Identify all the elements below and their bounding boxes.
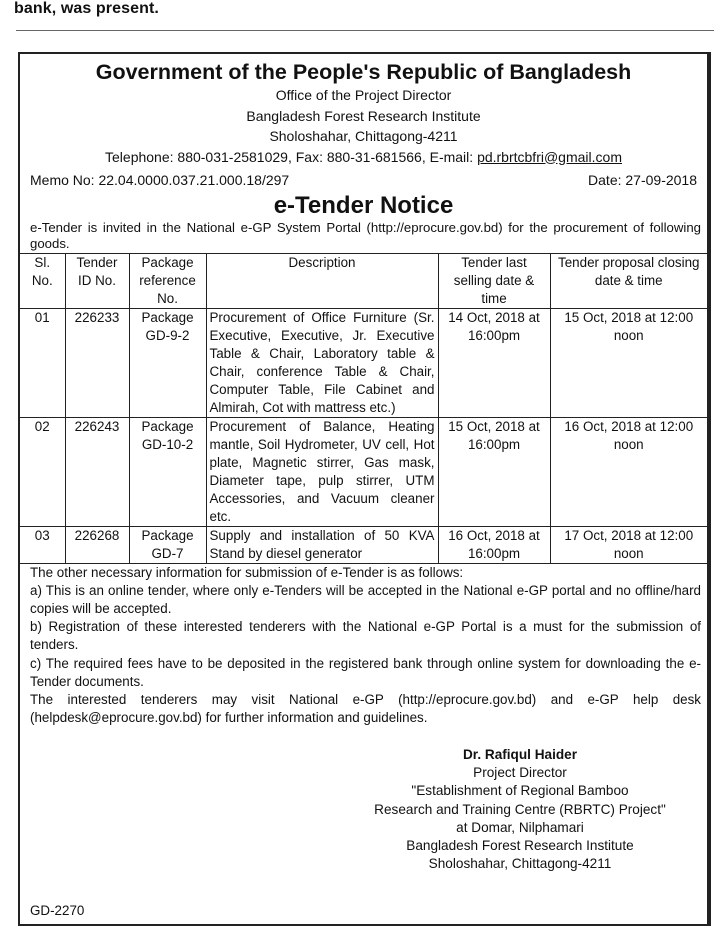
col-header-package: Package reference No.: [129, 253, 206, 308]
notice-title: e-Tender Notice: [273, 191, 454, 219]
memo-row: [20, 170, 707, 190]
col-header-sl: Sl. No.: [20, 253, 65, 308]
gd-number: GD-2270: [30, 903, 85, 918]
table-row: [20, 417, 707, 526]
cell-sl: 01: [20, 308, 65, 417]
office-line: Office of the Project Director: [275, 87, 452, 103]
col-header-tender-id: Tender ID No.: [65, 253, 129, 308]
cell-package: Package GD-10-2: [129, 417, 206, 526]
contact-numbers: Telephone: 880-031-2581029, Fax: 880-31-681566, E-mail:: [105, 148, 478, 165]
cell-sl: 03: [20, 526, 65, 563]
table-row: [20, 308, 707, 417]
contact-line: [20, 147, 707, 168]
col-header-closing-date: Tender proposal closing date & time: [550, 253, 707, 308]
col-header-description: Description: [206, 253, 438, 308]
cell-tender-id: 226268: [65, 526, 129, 563]
intro-text: e-Tender is invited in the National e-GP System Portal (http://eprocure.gov.bd) for the procurement of following goods.: [30, 219, 701, 251]
cell-package: Package GD-9-2: [129, 308, 206, 417]
institute-line: Bangladesh Forest Research Institute: [246, 107, 481, 124]
info-item-b: b) Registration of these interested tenderers with the National e-GP Portal is a must for the submission of tenders.: [30, 619, 701, 653]
project-name-line2: Research and Training Centre (RBRTC) Project": [374, 801, 666, 817]
signatory-institute: Bangladesh Forest Research Institute: [406, 838, 634, 854]
government-title: Government of the People's Republic of Bangladesh: [95, 60, 632, 84]
project-location: at Domar, Nilphamari: [456, 819, 584, 835]
cell-tender-id: 226233: [65, 308, 129, 417]
cell-closing-date: 16 Oct, 2018 at 12:00 noon: [550, 417, 707, 526]
cell-description: Procurement of Office Furniture (Sr. Executive, Executive, Jr. Executive Table & Chair, Laboratory table & Chair, conference Table & Chair, Computer Table, File Cabinet and Almirah, Cot with mattress etc.): [206, 308, 438, 417]
cell-tender-id: 226243: [65, 417, 129, 526]
address-line: Sholoshahar, Chittagong-4211: [269, 128, 458, 144]
cell-package: Package GD-7: [129, 526, 206, 563]
email-link[interactable]: pd.rbrtcbfri@gmail.com: [477, 148, 622, 165]
previous-article-snippet: bank, was present.: [14, 0, 159, 17]
info-lead: The other necessary information for submission of e-Tender is as follows:: [30, 564, 464, 580]
cell-closing-date: 17 Oct, 2018 at 12:00 noon: [550, 526, 707, 563]
notice-header: [20, 59, 707, 168]
submission-info: [20, 564, 707, 728]
signatory-designation: Project Director: [473, 765, 567, 781]
cell-sl: 02: [20, 417, 65, 526]
cell-description: Supply and installation of 50 KVA Stand by diesel generator: [206, 526, 438, 563]
memo-number: Memo No: 22.04.0000.037.21.000.18/297: [30, 171, 290, 188]
tender-table: [20, 253, 707, 564]
cell-selling-date: 14 Oct, 2018 at 16:00pm: [438, 308, 550, 417]
cell-selling-date: 15 Oct, 2018 at 16:00pm: [438, 417, 550, 526]
memo-date: Date: 27-09-2018: [588, 171, 697, 188]
project-name-line1: "Establishment of Regional Bamboo: [411, 783, 629, 799]
signatory-name: Dr. Rafiqul Haider: [462, 747, 578, 762]
divider: [16, 30, 714, 31]
signatory-address: Sholoshahar, Chittagong-4211: [428, 856, 612, 872]
col-header-selling-date: Tender last selling date & time: [438, 253, 550, 308]
table-header-row: [20, 253, 707, 308]
cell-description: Procurement of Balance, Heating mantle, Soil Hydrometer, UV cell, Hot plate, Magnetic stirrer, Gas mask, Diameter tape, pulp stirrer, UTM Accessories, and Vacuum cleaner etc.: [206, 417, 438, 526]
cell-closing-date: 15 Oct, 2018 at 12:00 noon: [550, 308, 707, 417]
info-item-c: c) The required fees have to be deposited in the registered bank through online system for downloading the e-Tender documents.: [30, 655, 701, 689]
cell-selling-date: 16 Oct, 2018 at 16:00pm: [438, 526, 550, 563]
table-row: [20, 526, 707, 563]
signature-block: [360, 746, 680, 873]
info-item-a: a) This is an online tender, where only e-Tenders will be accepted in the National e-GP portal and no offline/hard copies will be accepted.: [30, 582, 701, 616]
info-visit: The interested tenderers may visit National e-GP (http://eprocure.gov.bd) and e-GP help desk (helpdesk@eprocure.gov.bd) for further information and guidelines.: [30, 691, 701, 726]
